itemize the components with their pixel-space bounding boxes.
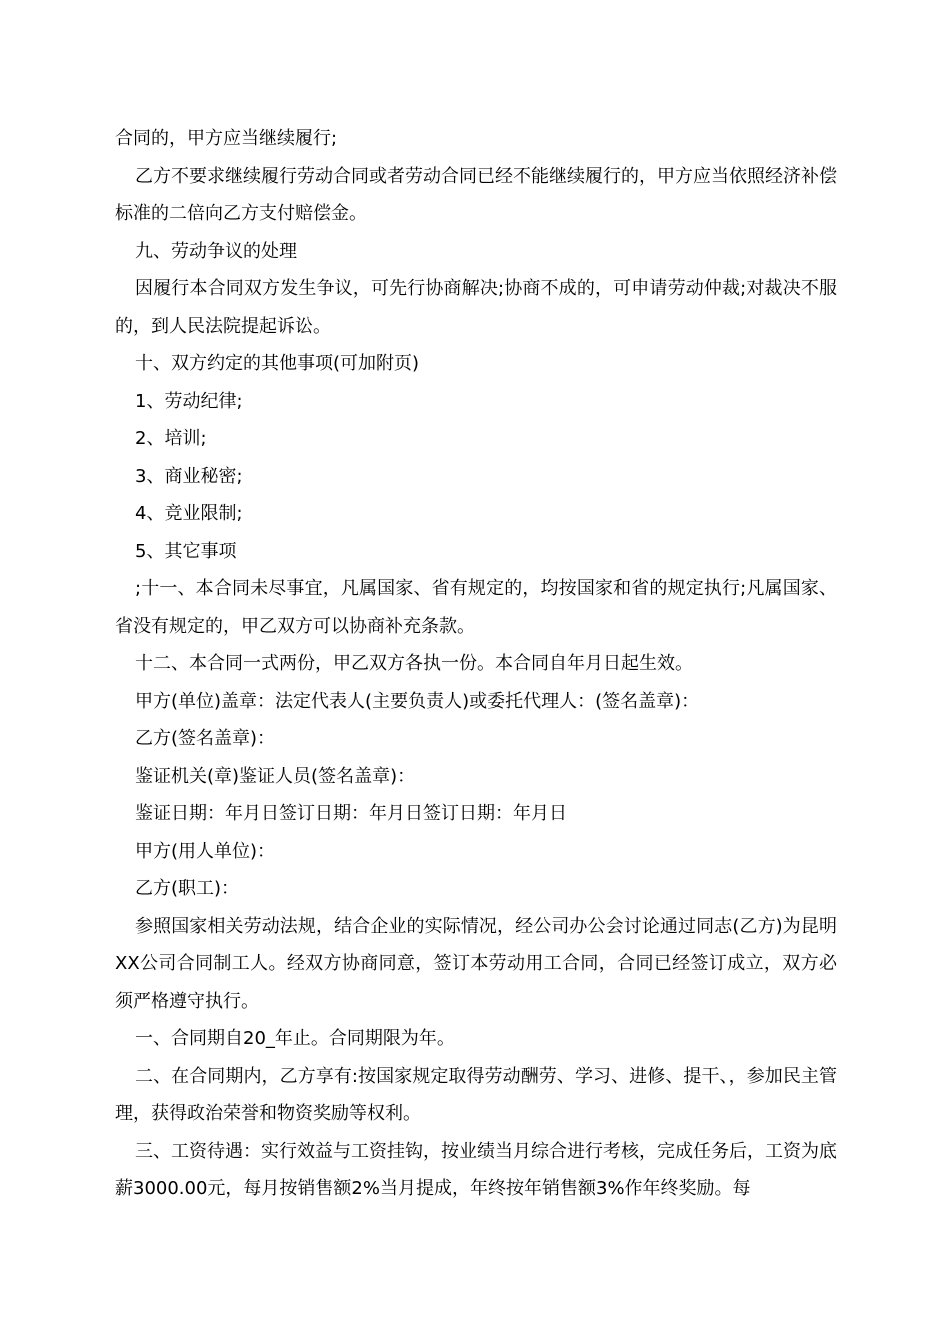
section-1-term: 一、合同期自20_年止。合同期限为年。 [135, 1028, 455, 1049]
signature-party-b: 乙方(签名盖章)： [135, 728, 276, 749]
signature-dates: 鉴证日期：年月日签订日期：年月日签订日期：年月日 [135, 803, 567, 824]
signature-party-a: 甲方(单位)盖章：法定代表人(主要负责人)或委托代理人：(签名盖章)： [135, 690, 700, 712]
list-item-other: 5、其它事项 [135, 540, 237, 562]
section-heading-9: 九、劳动争议的处理 [135, 240, 297, 262]
signature-authority: 鉴证机关(章)鉴证人员(签名盖章)： [135, 765, 416, 787]
section-heading-10: 十、双方约定的其他事项(可加附页) [135, 353, 420, 374]
paragraph-preamble: 参照国家相关劳动法规，结合企业的实际情况，经公司办公会讨论通过同志(乙方)为昆明XX公司合同制工人。经双方协商同意，签订本劳动用工合同，合同已经签订成立，双方必须严格遵守执行。 [115, 915, 837, 1012]
list-item-discipline: 1、劳动纪律; [135, 390, 243, 412]
section-2-rights: 二、在合同期内，乙方享有:按国家规定取得劳动酬劳、学习、进修、提干、，参加民主管理，获得政治荣誉和物资奖励等权利。 [115, 1065, 837, 1124]
paragraph-continuation: 合同的，甲方应当继续履行; [115, 128, 338, 149]
list-item-non-compete: 4、竞业限制; [135, 503, 243, 524]
list-item-trade-secrets: 3、商业秘密; [135, 465, 243, 487]
party-b-label: 乙方(职工)： [135, 878, 240, 899]
section-3-wages: 三、工资待遇：实行效益与工资挂钩，按业绩当月综合进行考核，完成任务后，工资为底薪3000.00元，每月按销售额2%当月提成，年终按年销售额3%作年终奖励。每 [115, 1140, 837, 1199]
paragraph-compensation: 乙方不要求继续履行劳动合同或者劳动合同已经不能继续履行的，甲方应当依照经济补偿标准的二倍向乙方支付赔偿金。 [115, 165, 837, 224]
document-page [115, 120, 837, 1208]
party-a-label: 甲方(用人单位)： [135, 840, 276, 862]
list-item-training: 2、培训; [135, 428, 207, 449]
section-12: 十二、本合同一式两份，甲乙双方各执一份。本合同自年月日起生效。 [135, 653, 693, 674]
section-11: ;十一、本合同未尽事宜，凡属国家、省有规定的，均按国家和省的规定执行;凡属国家、省没有规定的，甲乙双方可以协商补充条款。 [115, 578, 837, 637]
paragraph-dispute: 因履行本合同双方发生争议，可先行协商解决;协商不成的，可申请劳动仲裁;对裁决不服的，到人民法院提起诉讼。 [115, 278, 837, 337]
